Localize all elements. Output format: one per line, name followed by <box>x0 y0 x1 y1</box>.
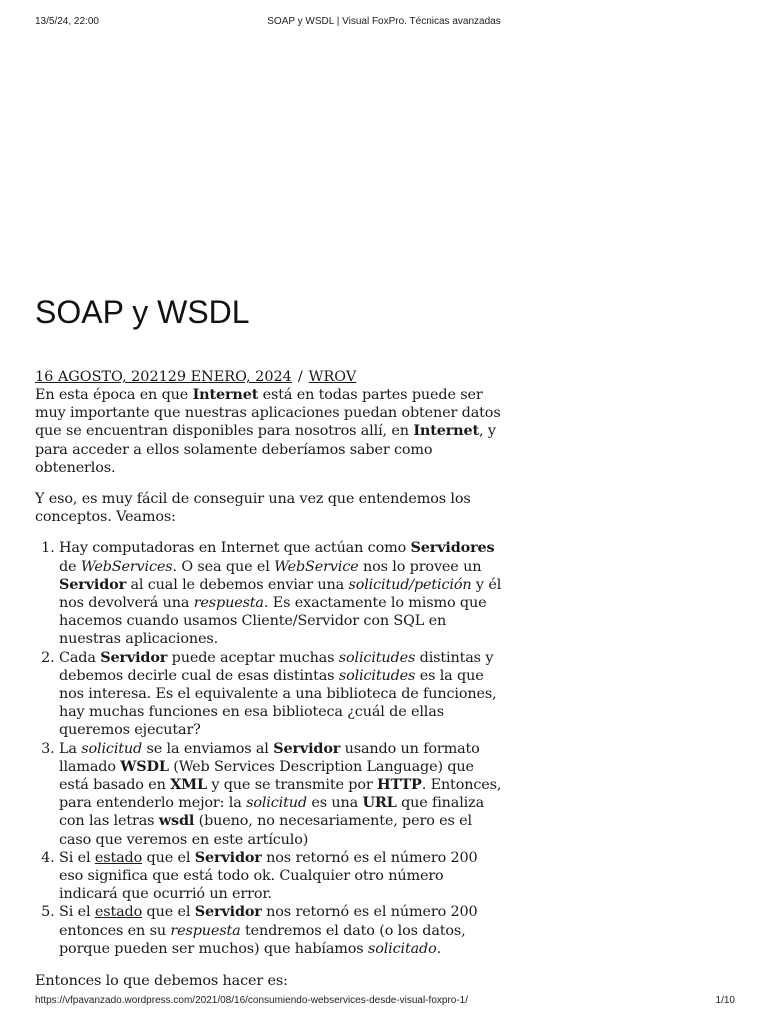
closing-paragraph: Entonces lo que debemos hacer es: <box>35 973 288 990</box>
intro-paragraph: En esta época en que Internet está en todas partes puede ser muy importante que nuestras aplicaciones puedan obtener datos que se encuentran disponibles para nosotros allí, en Internet, y para acceder a ellos solamente deberíamos saber como obtenerlos. <box>35 386 501 476</box>
concepts-list <box>35 539 505 958</box>
print-page-number: 1/10 <box>715 995 735 1006</box>
list-item: 5. Si el estado que el Servidor nos retornó es el número 200 entonces en su respuesta tendremos el dato (o los datos, porque pueden ser muchos) que habíamos solicitado. <box>59 903 505 958</box>
list-item: 2. Cada Servidor puede aceptar muchas solicitudes distintas y debemos decirle cual de esas distintas solicitudes es la que nos interesa. Es el equivalente a una biblioteca de funciones, hay muchas funciones en esa biblioteca ¿cuál de ellas queremos ejecutar? <box>59 649 505 740</box>
post-date-link[interactable]: 16 AGOSTO, 202129 ENERO, 2024 <box>35 369 292 385</box>
post-meta <box>35 368 505 386</box>
meta-separator: / <box>297 369 303 385</box>
lead-paragraph: Y eso, es muy fácil de conseguir una vez que entendemos los conceptos. Veamos: <box>35 491 471 526</box>
list-item: 3. La solicitud se la enviamos al Servidor usando un formato llamado WSDL (Web Services Description Language) que está basado en XML y que se transmite por HTTP. Entonces, para entenderlo mejor: la solicitud es una URL que finaliza con las letras wsdl (bueno, no necesariamente, pero es el caso que veremos en este artículo) <box>59 740 505 849</box>
print-page-title: SOAP y WSDL | Visual FoxPro. Técnicas avanzadas <box>267 16 501 27</box>
print-datetime: 13/5/24, 22:00 <box>35 16 99 27</box>
print-url: https://vfpavanzado.wordpress.com/2021/08/16/consumiendo-webservices-desde-visual-foxpro-1/ <box>35 995 469 1006</box>
post-title: SOAP y WSDL <box>35 294 250 330</box>
print-header <box>0 16 768 30</box>
author-link[interactable]: WROV <box>308 369 357 385</box>
list-item: 1. Hay computadoras en Internet que actúan como Servidores de WebServices. O sea que el WebService nos lo provee un Servidor al cual le debemos enviar una solicitud/petición y él nos devolverá una respuesta. Es exactamente lo mismo que hacemos cuando usamos Cliente/Servidor con SQL en nuestras aplicaciones. <box>59 539 505 648</box>
post-content <box>35 386 505 1003</box>
print-footer <box>0 995 768 1009</box>
list-item: 4. Si el estado que el Servidor nos retornó es el número 200 eso significa que está todo ok. Cualquier otro número indicará que ocurrió un error. <box>59 849 505 904</box>
